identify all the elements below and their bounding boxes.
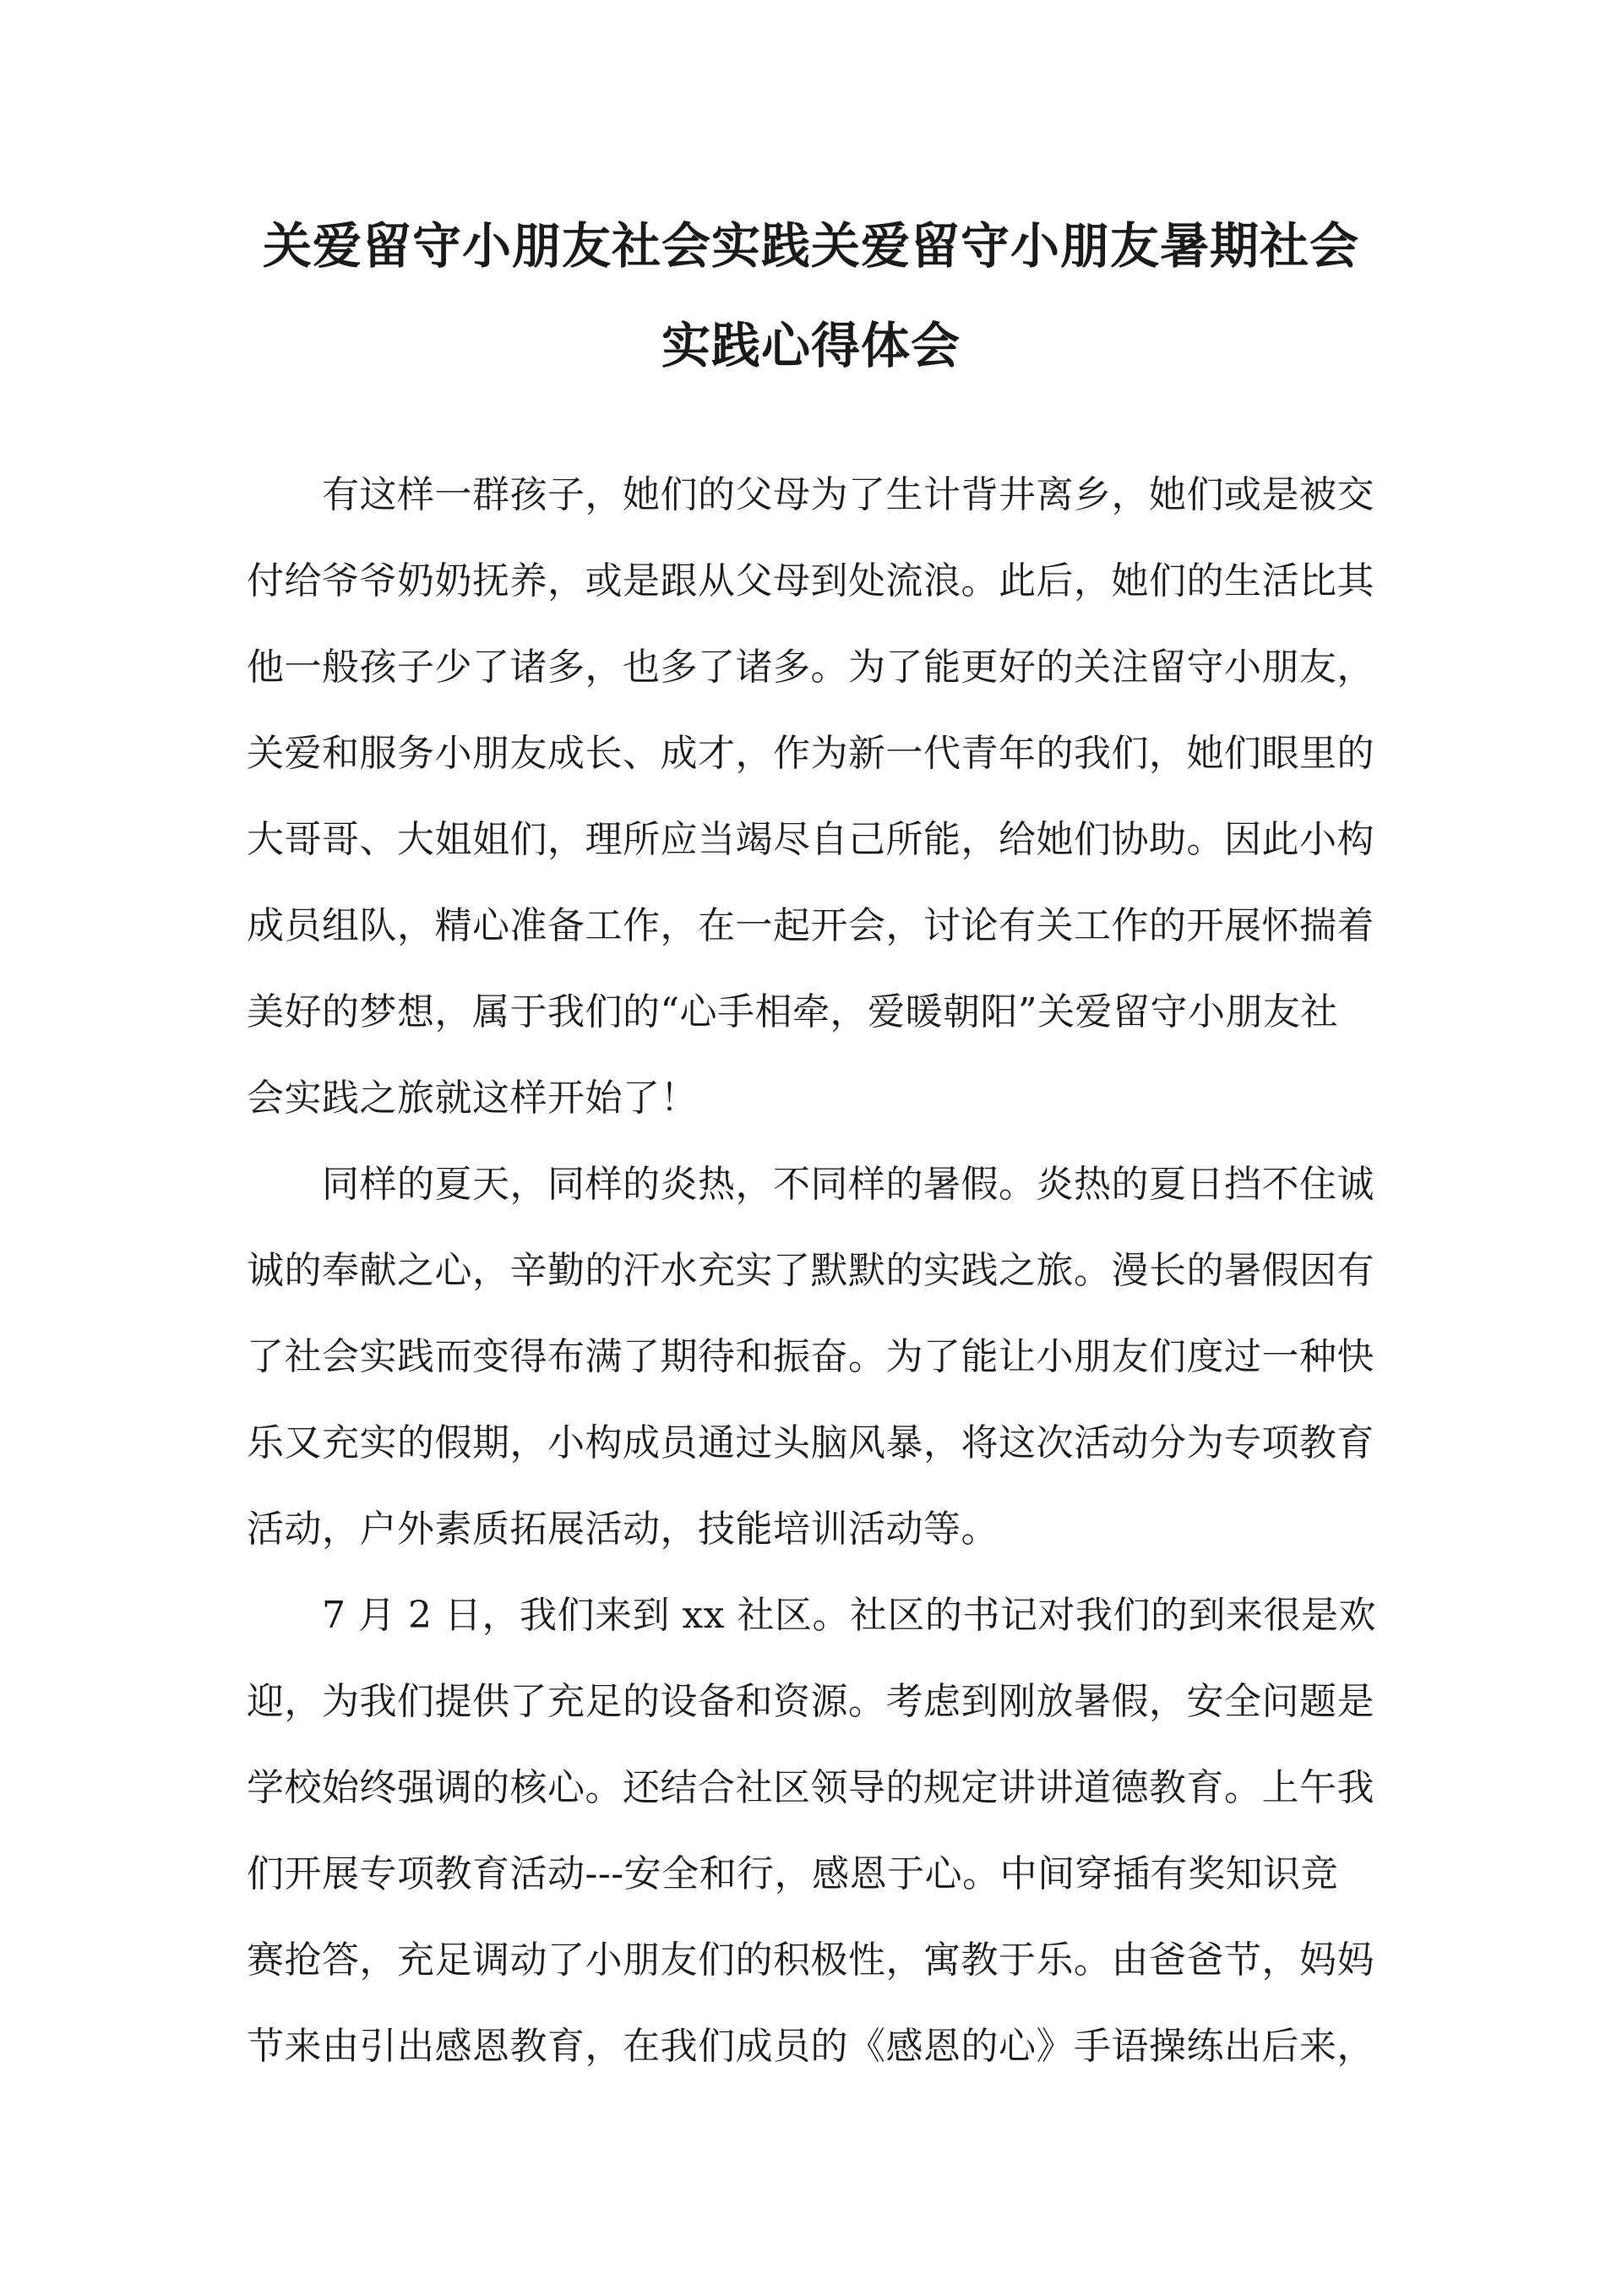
body-line: 美好的梦想，属于我们的“心手相牵，爱暖朝阳”关爱留守小朋友社 xyxy=(247,990,1338,1033)
body-line: 节来由引出感恩教育，在我们成员的《感恩的心》手语操练出后来， xyxy=(247,2025,1374,2068)
body-line: 诚的奉献之心，辛勤的汗水充实了默默的实践之旅。漫长的暑假因有 xyxy=(247,1249,1374,1292)
body-line: 他一般孩子少了诸多，也多了诸多。为了能更好的关注留守小朋友， xyxy=(247,646,1374,689)
body-line: 赛抢答，充足调动了小朋友们的积极性，寓教于乐。由爸爸节，妈妈 xyxy=(247,1939,1374,1982)
body-line: 付给爷爷奶奶抚养，或是跟从父母到处流浪。此后，她们的生活比其 xyxy=(247,559,1374,603)
body-line: 成员组队，精心准备工作，在一起开会，讨论有关工作的开展怀揣着 xyxy=(247,904,1374,947)
body-line: 同样的夏天，同样的炎热，不同样的暑假。炎热的夏日挡不住诚 xyxy=(247,1163,1374,1206)
body-line: 关爱和服务小朋友成长、成才，作为新一代青年的我们，她们眼里的 xyxy=(247,732,1374,775)
body-line: 们开展专项教育活动---安全和行，感恩于心。中间穿插有奖知识竞 xyxy=(247,1852,1339,1895)
body-line: 学校始终强调的核心。还结合社区领导的规定讲讲道德教育。上午我 xyxy=(247,1766,1374,1809)
body-line: 会实践之旅就这样开始了！ xyxy=(247,1077,698,1120)
body-line: 大哥哥、大姐姐们，理所应当竭尽自己所能，给她们协助。因此小构 xyxy=(247,818,1374,861)
document-body xyxy=(247,452,1383,2090)
body-line: 了社会实践而变得布满了期待和振奋。为了能让小朋友们度过一种快 xyxy=(247,1335,1374,1378)
document-title xyxy=(253,196,1369,395)
title-line: 关爱留守小朋友社会实践关爱留守小朋友暑期社会 xyxy=(262,217,1359,275)
body-line: 有这样一群孩子，她们的父母为了生计背井离乡，她们或是被交 xyxy=(247,473,1374,516)
title-line: 实践心得体会 xyxy=(661,317,961,374)
body-line: 活动，户外素质拓展活动，技能培训活动等。 xyxy=(247,1508,999,1551)
body-line: 乐又充实的假期，小构成员通过头脑风暴，将这次活动分为专项教育 xyxy=(247,1421,1374,1464)
body-line: 迎，为我们提供了充足的设备和资源。考虑到刚放暑假，安全问题是 xyxy=(247,1680,1374,1723)
body-line: 7 月 2 日，我们来到 xx 社区。社区的书记对我们的到来很是欢 xyxy=(247,1594,1377,1637)
